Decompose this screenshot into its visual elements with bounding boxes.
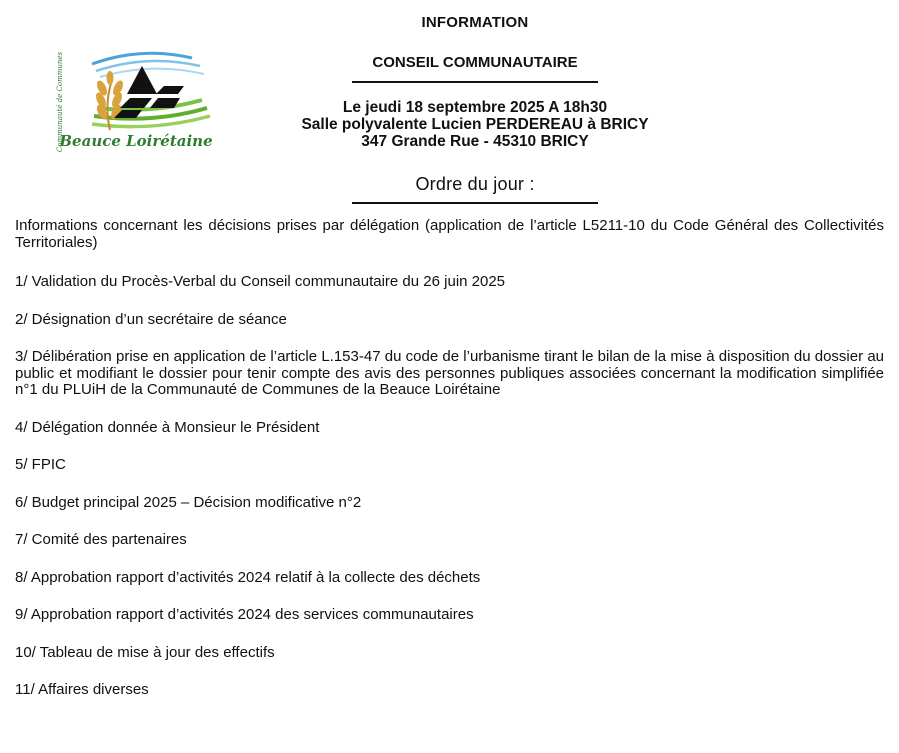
agenda-underline — [352, 202, 598, 204]
agenda-item: 1/ Validation du Procès-Verbal du Conseil communautaire du 26 juin 2025 — [15, 273, 506, 290]
information-heading: INFORMATION — [421, 14, 529, 31]
agenda-item: 2/ Désignation d’un secrétaire de séance — [15, 310, 287, 328]
heading-underline — [352, 81, 598, 83]
agenda-title: Ordre du jour : — [415, 174, 535, 194]
agenda-item: 10/ Tableau de mise à jour des effectifs — [15, 643, 275, 661]
logo-vertical-text: Communauté de Communes — [56, 51, 64, 153]
agenda-intro: Informations concernant les décisions prises par délégation (application de l’article L5211-10 du Code Général des Collectivités Territoriales) — [15, 217, 884, 251]
meeting-date: Le jeudi 18 septembre 2025 A 18h30 — [342, 99, 608, 116]
agenda-item: 11/ Affaires diverses — [15, 681, 149, 698]
agenda-item: 6/ Budget principal 2025 – Décision modificative n°2 — [15, 493, 362, 511]
meeting-venue: Salle polyvalente Lucien PERDEREAU à BRICY — [301, 116, 649, 133]
meeting-address: 347 Grande Rue - 45310 BRICY — [361, 133, 589, 150]
agenda-item: 5/ FPIC — [15, 456, 66, 473]
meeting-details — [240, 99, 710, 150]
agenda-item: 9/ Approbation rapport d’activités 2024 des services communautaires — [15, 606, 474, 623]
logo-name: Beauce Loirétaine — [59, 132, 213, 150]
agenda-item: 7/ Comité des partenaires — [15, 531, 187, 548]
conseil-heading: CONSEIL COMMUNAUTAIRE — [372, 54, 578, 71]
agenda-item: 4/ Délégation donnée à Monsieur le Président — [15, 418, 320, 436]
agenda-list — [15, 218, 884, 720]
agenda-item: 8/ Approbation rapport d’activités 2024 relatif à la collecte des déchets — [15, 568, 481, 586]
beauce-loiretaine-logo — [52, 44, 217, 156]
agenda-item: 3/ Délibération prise en application de l’article L.153-47 du code de l’urbanisme tirant le bilan de la mise à disposition du dossier au public et modifiant le dossier pour tenir compte des avis des personnes publiques associées concernant la modification simplifiée n°1 du PLUiH de la Communauté de Communes de la Beauce Loirétaine — [15, 348, 884, 398]
